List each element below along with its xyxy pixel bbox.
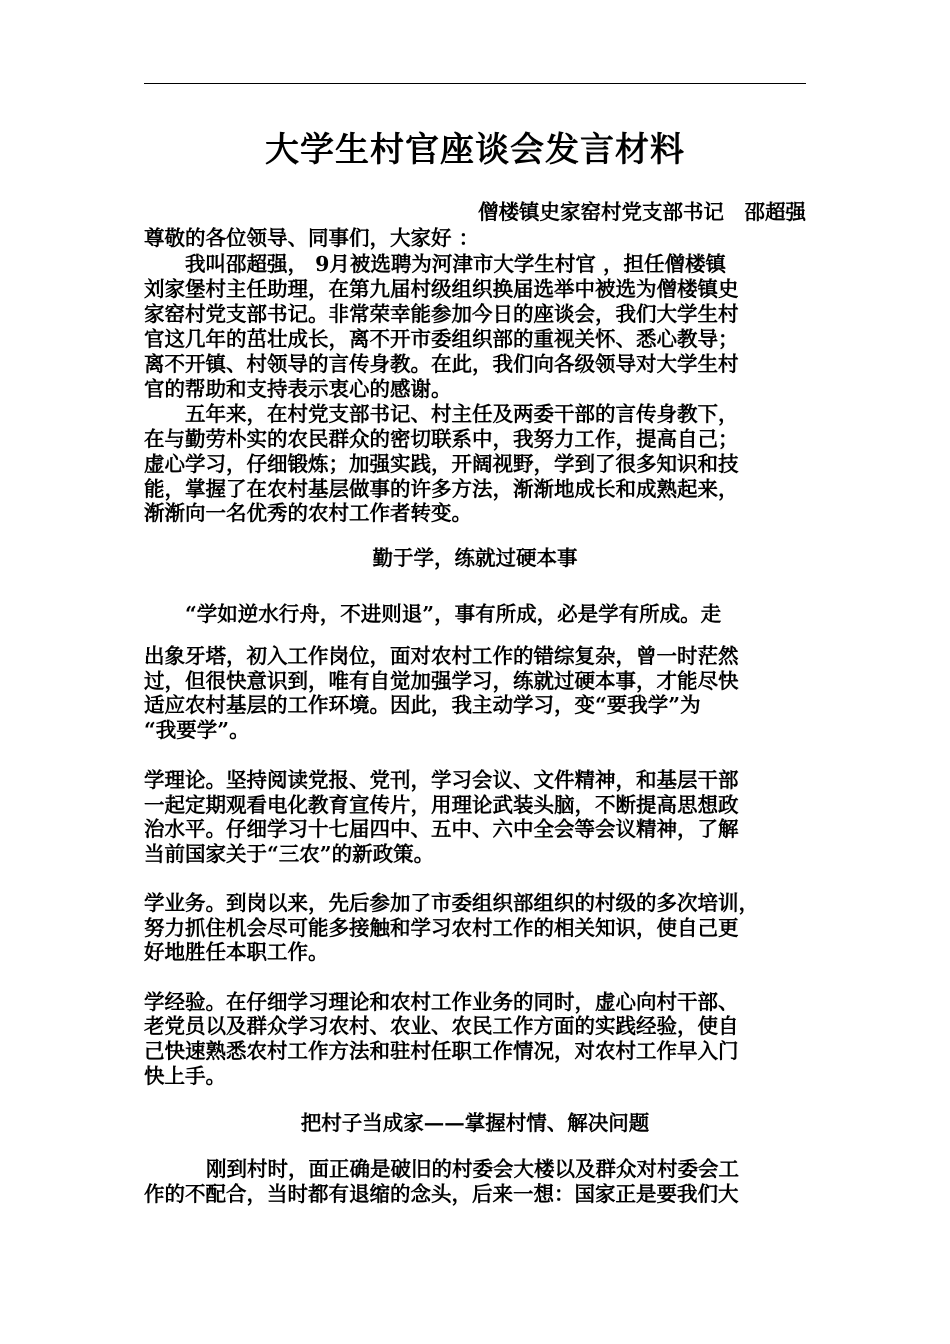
paragraph-line: 老党员以及群众学习农村、农业、农民工作方面的实践经验，使自 — [144, 1014, 739, 1038]
paragraph-line: 官这几年的茁壮成长，离不开市委组织部的重视关怀、悉心教导； — [144, 327, 739, 351]
section-heading: 把村子当成家——掌握村情、解决问题 — [300, 1111, 650, 1135]
paragraph-line: 家窑村党支部书记。非常荣幸能参加今日的座谈会，我们大学生村 — [144, 302, 739, 326]
section-heading: 勤于学，练就过硬本事 — [372, 546, 578, 570]
paragraph-line: “我要学”。 — [144, 718, 250, 742]
paragraph-line: 快上手。 — [144, 1064, 226, 1088]
paragraph-line: 一起定期观看电化教育宣传片，用理论武装头脑，不断提高思想政 — [144, 793, 739, 817]
salutation: 尊敬的各位领导、同事们，大家好 ： — [144, 226, 480, 250]
paragraph-line: 刚到村时，面正确是破旧的村委会大楼以及群众对村委会工 — [206, 1157, 739, 1181]
author-line: 僧楼镇史家窑村党支部书记 邵超强 — [478, 200, 806, 224]
paragraph-line: 在与勤劳朴实的农民群众的密切联系中，我努力工作，提高自己； — [144, 427, 739, 451]
paragraph-line: 离不开镇、村领导的言传身教。在此，我们向各级领导对大学生村 — [144, 352, 739, 376]
paragraph-line: 适应农村基层的工作环境。因此，我主动学习，变“要我学”为 — [144, 693, 701, 717]
paragraph-line: 刘家堡村主任助理，在第九届村级组织换届选举中被选为僧楼镇史 — [144, 277, 739, 301]
paragraph-line: 学理论。坚持阅读党报、党刊，学习会议、文件精神，和基层干部 — [144, 768, 739, 792]
paragraph-line: 学业务。到岗以来，先后参加了市委组织部组织的村级的多次培训， — [144, 891, 759, 915]
paragraph-line: 当前国家关于“三农”的新政策。 — [144, 842, 435, 866]
paragraph-line: 渐渐向一名优秀的农村工作者转变。 — [144, 501, 472, 525]
document-title: 大学生村官座谈会发言材料 — [265, 130, 685, 170]
paragraph-line: 己快速熟悉农村工作方法和驻村任职工作情况，对农村工作早入门 — [144, 1039, 739, 1063]
paragraph-line: 官的帮助和支持表示衷心的感谢。 — [144, 377, 452, 401]
paragraph-line: 能，掌握了在农村基层做事的许多方法，渐渐地成长和成熟起来， — [144, 477, 739, 501]
paragraph-line: 学经验。在仔细学习理论和农村工作业务的同时，虚心向村干部、 — [144, 990, 739, 1014]
header-rule — [144, 83, 806, 84]
paragraph-line: “学如逆水行舟，不进则退”，事有所成，必是学有所成。走 — [185, 602, 722, 626]
paragraph-line: 治水平。仔细学习十七届四中、五中、六中全会等会议精神，了解 — [144, 817, 739, 841]
paragraph-line: 努力抓住机会尽可能多接触和学习农村工作的相关知识，使自己更 — [144, 916, 739, 940]
paragraph-line: 虚心学习，仔细锻炼；加强实践，开阔视野，学到了很多知识和技 — [144, 452, 739, 476]
paragraph-line: 五年来，在村党支部书记、村主任及两委干部的言传身教下， — [144, 402, 739, 426]
paragraph-line: 作的不配合，当时都有退缩的念头，后来一想：国家正是要我们大 — [144, 1182, 739, 1206]
paragraph-line: 好地胜任本职工作。 — [144, 940, 329, 964]
paragraph-line: 过，但很快意识到，唯有自觉加强学习，练就过硬本事，才能尽快 — [144, 669, 739, 693]
paragraph-line: 我叫邵超强， 9月被选聘为河津市大学生村官 ，担任僧楼镇 — [144, 252, 727, 276]
paragraph-line: 出象牙塔，初入工作岗位，面对农村工作的错综复杂，曾一时茫然 — [144, 644, 739, 668]
